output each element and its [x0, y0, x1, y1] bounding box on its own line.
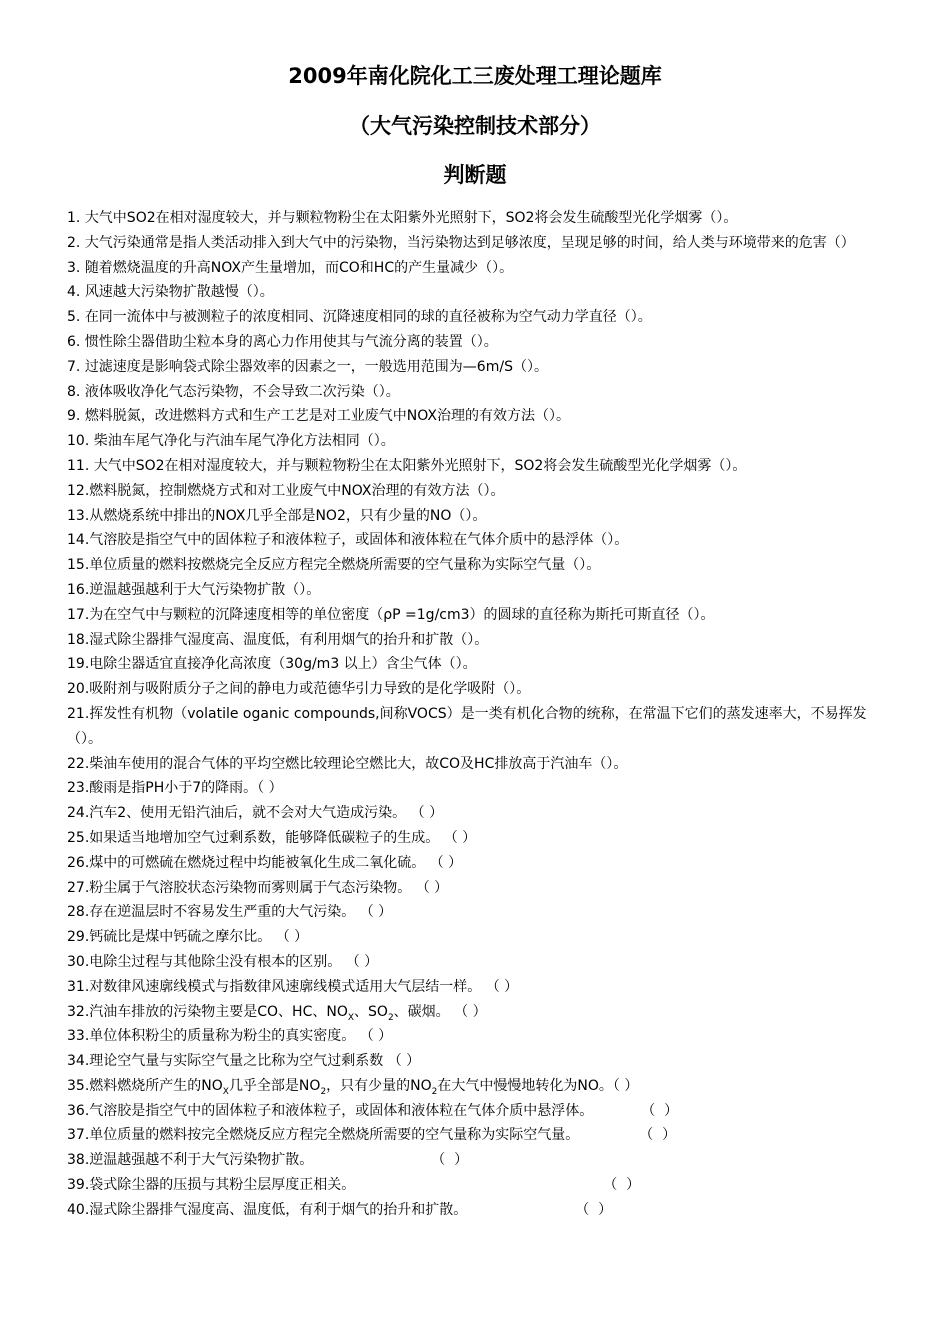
question-item — [67, 603, 887, 628]
question-number: 17. — [67, 606, 90, 623]
question-number: 7. — [67, 358, 85, 375]
question-number: 12. — [67, 482, 90, 499]
question-text: 电除尘过程与其他除尘没有根本的区别。 （ ） — [89, 953, 379, 970]
question-item — [67, 404, 887, 429]
question-text: 单位质量的燃料按燃烧完全反应方程完全燃烧所需要的空气量称为实际空气量（）。 — [89, 557, 601, 574]
question-number: 1. — [67, 210, 85, 226]
question-text: 大气污染通常是指人类活动排入到大气中的污染物，当污染物达到足够浓度，呈现足够的时间，给人类与环境带来的危害（） — [84, 234, 855, 251]
question-item — [67, 826, 887, 851]
question-item — [67, 1000, 887, 1025]
question-item — [67, 330, 887, 355]
question-list — [67, 206, 887, 1223]
answer-blank: （ ） — [639, 1127, 677, 1144]
question-number: 6. — [67, 333, 85, 350]
question-item — [67, 702, 887, 752]
question-text: 湿式除尘器排气湿度高、温度低，有利于烟气的抬升和扩散。 — [89, 1201, 468, 1218]
question-text: 气溶胶是指空气中的固体粒子和液体粒子，或固体和液体粒在气体介质中悬浮体。 — [89, 1102, 594, 1119]
question-text-part: 、SO — [354, 1003, 388, 1020]
question-text: 挥发性有机物（volatile oganic compounds,间称VOCS）是一类有机化合物的统称，在常温下它们的蒸发速率大，不易挥发（）。 — [67, 705, 867, 747]
question-item — [67, 950, 887, 975]
question-number: 20. — [67, 681, 90, 698]
question-number: 27. — [67, 879, 90, 896]
question-number: 26. — [67, 854, 90, 871]
question-text: 如果适当地增加空气过剩系数，能够降低碳粒子的生成。 （ ） — [89, 829, 477, 846]
question-number: 24. — [67, 805, 90, 822]
answer-blank: （ ） — [431, 1152, 469, 1169]
subscript-text: X — [222, 1086, 229, 1097]
question-number: 5. — [67, 309, 85, 326]
question-text: 从燃烧系统中排出的NOX几乎全部是NO2，只有少量的NO（）。 — [89, 507, 487, 524]
question-item — [67, 528, 887, 553]
question-text: 柴油车使用的混合气体的平均空燃比较理论空燃比大，故CO及HC排放高于汽油车（）。 — [89, 755, 628, 772]
question-number: 32. — [67, 1003, 90, 1020]
question-text: 风速越大污染物扩散越慢（）。 — [84, 284, 274, 301]
question-item — [67, 776, 887, 801]
subscript-text: X — [347, 1012, 355, 1023]
question-text-part: 、碳烟。 （ ） — [393, 1003, 487, 1020]
question-text: 逆温越强越利于大气污染物扩散（）。 — [89, 581, 321, 598]
question-text: 逆温越强越不利于大气污染物扩散。 — [89, 1152, 314, 1169]
question-text: 气溶胶是指空气中的固体粒子和液体粒子，或固体和液体粒在气体介质中的悬浮体（）。 — [89, 532, 629, 549]
question-number: 25. — [67, 829, 90, 846]
question-item — [67, 975, 887, 1000]
answer-blank: （ ） — [575, 1201, 613, 1218]
question-text: 柴油车尾气净化与汽油车尾气净化方法相同（）。 — [93, 433, 395, 450]
question-number: 2. — [67, 234, 85, 251]
subscript-text: 2 — [320, 1086, 327, 1097]
question-item — [67, 876, 887, 901]
question-item — [67, 1099, 887, 1124]
subscript-text: 2 — [431, 1086, 438, 1097]
question-number: 3. — [67, 259, 85, 276]
question-text: 粉尘属于气溶胶状态污染物而雾则属于气态污染物。 （ ） — [89, 879, 449, 896]
question-number: 14. — [67, 532, 90, 549]
question-item — [67, 206, 887, 231]
question-number: 21. — [67, 705, 90, 722]
question-item — [67, 305, 887, 330]
question-text: 对数律风速廓线模式与指数律风速廓线模式适用大气层结一样。 （ ） — [89, 978, 519, 995]
question-item — [67, 628, 887, 653]
question-text: 大气中SO2在相对湿度较大，并与颗粒物粉尘在太阳紫外光照射下，SO2将会发生硫酸型光化学烟雾（）。 — [84, 210, 738, 226]
question-text: 钙硫比是煤中钙硫之摩尔比。 （ ） — [89, 929, 309, 946]
question-number: 36. — [67, 1102, 90, 1119]
question-number: 23. — [67, 780, 90, 797]
question-text: 理论空气量与实际空气量之比称为空气过剩系数 （ ） — [89, 1053, 421, 1070]
question-number: 34. — [67, 1053, 90, 1070]
question-text: 惯性除尘器借助尘粒本身的离心力作用使其与气流分离的装置（）。 — [84, 333, 498, 350]
question-number: 29. — [67, 929, 90, 946]
question-number: 30. — [67, 953, 90, 970]
question-text: 酸雨是指PH小于7的降雨。（ ） — [89, 780, 283, 797]
question-number: 9. — [67, 408, 85, 425]
subscript-text: 2 — [387, 1012, 394, 1023]
question-item — [67, 900, 887, 925]
question-text: 存在逆温层时不容易发生严重的大气污染。 （ ） — [89, 904, 393, 921]
question-text: 燃料脱氮，控制燃烧方式和对工业废气中NOX治理的有效方法（）。 — [89, 482, 505, 499]
question-number: 33. — [67, 1028, 90, 1045]
question-text-part: 在大气中慢慢地转化为NO。（ ） — [437, 1077, 639, 1094]
question-text: 单位质量的燃料按完全燃烧反应方程完全燃烧所需要的空气量称为实际空气量。 — [89, 1127, 580, 1144]
question-number: 8. — [67, 383, 85, 400]
question-number: 10. — [67, 433, 94, 450]
question-text: 燃料脱氮，改进燃料方式和生产工艺是对工业废气中NOX治理的有效方法（）。 — [84, 408, 570, 425]
question-number: 11. — [67, 457, 94, 474]
question-item — [67, 479, 887, 504]
question-item — [67, 280, 887, 305]
question-number: 19. — [67, 656, 90, 673]
question-text: 吸附剂与吸附质分子之间的静电力或范德华引力导致的是化学吸附（）。 — [89, 681, 531, 698]
question-item — [67, 851, 887, 876]
question-item — [67, 380, 887, 405]
document-subtitle: （大气污染控制技术部分） — [349, 114, 601, 138]
question-number: 16. — [67, 581, 90, 598]
question-text-part: 几乎全部是NO — [228, 1077, 321, 1094]
question-number: 38. — [67, 1152, 90, 1169]
question-item — [67, 256, 887, 281]
question-item — [67, 504, 887, 529]
question-item — [67, 355, 887, 380]
question-text: 在同一流体中与被测粒子的浓度相同、沉降速度相同的球的直径被称为空气动力学直径（）。 — [84, 309, 652, 326]
question-text: 大气中SO2在相对湿度较大，并与颗粒物粉尘在太阳紫外光照射下，SO2将会发生硫酸型光化学烟雾（）。 — [93, 457, 747, 474]
question-text-part: ，只有少量的NO — [326, 1077, 432, 1094]
question-item — [67, 925, 887, 950]
question-number: 22. — [67, 755, 90, 772]
question-item — [67, 1074, 887, 1099]
question-text: 电除尘器适宜直接净化高浓度（30g/m3 以上）含尘气体（）。 — [89, 656, 477, 673]
question-text: 煤中的可燃硫在燃烧过程中均能被氧化生成二氧化硫。 （ ） — [89, 854, 463, 871]
question-number: 13. — [67, 507, 90, 524]
question-text: 过滤速度是影响袋式除尘器效率的因素之一，一般选用范围为—6m/S（）。 — [84, 358, 548, 375]
question-text: 袋式除尘器的压损与其粉尘层厚度正相关。 — [89, 1177, 356, 1194]
question-number: 40. — [67, 1201, 90, 1218]
document-title: 2009年南化院化工三废处理工理论题库 — [288, 64, 662, 88]
question-number: 39. — [67, 1177, 90, 1194]
question-item — [67, 677, 887, 702]
section-title: 判断题 — [443, 163, 507, 187]
question-item — [67, 1123, 887, 1148]
question-item — [67, 553, 887, 578]
question-item — [67, 454, 887, 479]
question-item — [67, 578, 887, 603]
question-item — [67, 652, 887, 677]
question-number: 35. — [67, 1077, 90, 1094]
question-item — [67, 1049, 887, 1074]
question-number: 28. — [67, 904, 90, 921]
question-item — [67, 752, 887, 777]
question-number: 31. — [67, 978, 90, 995]
question-text — [89, 1077, 639, 1097]
question-text: 随着燃烧温度的升高NOX产生量增加，而CO和HC的产生量减少（）。 — [84, 259, 514, 276]
question-item — [67, 1198, 887, 1223]
question-number: 37. — [67, 1127, 90, 1144]
question-text: 单位体积粉尘的质量称为粉尘的真实密度。 （ ） — [89, 1028, 393, 1045]
question-item — [67, 1148, 887, 1173]
question-number: 4. — [67, 284, 85, 301]
question-text: 为在空气中与颗粒的沉降速度相等的单位密度（ρP =1g/cm3）的圆球的直径称为斯托可斯直径（）。 — [89, 606, 715, 623]
question-item — [67, 1024, 887, 1049]
question-text: 汽车2、使用无铅汽油后，就不会对大气造成污染。 （ ） — [89, 805, 444, 822]
answer-blank: （ ） — [641, 1102, 679, 1119]
question-text-part: 汽油车排放的污染物主要是CO、HC、NO — [89, 1003, 348, 1020]
question-number: 15. — [67, 557, 90, 574]
question-item — [67, 1173, 887, 1198]
question-text: 湿式除尘器排气湿度高、温度低，有利用烟气的抬升和扩散（）。 — [89, 631, 489, 648]
question-text: 液体吸收净化气态污染物，不会导致二次污染（）。 — [84, 383, 400, 400]
question-item — [67, 801, 887, 826]
question-item — [67, 231, 887, 256]
question-text-part: 燃料燃烧所产生的NO — [89, 1077, 223, 1094]
question-number: 18. — [67, 631, 90, 648]
question-text — [89, 1003, 487, 1023]
question-item — [67, 429, 887, 454]
answer-blank: （ ） — [603, 1177, 641, 1194]
